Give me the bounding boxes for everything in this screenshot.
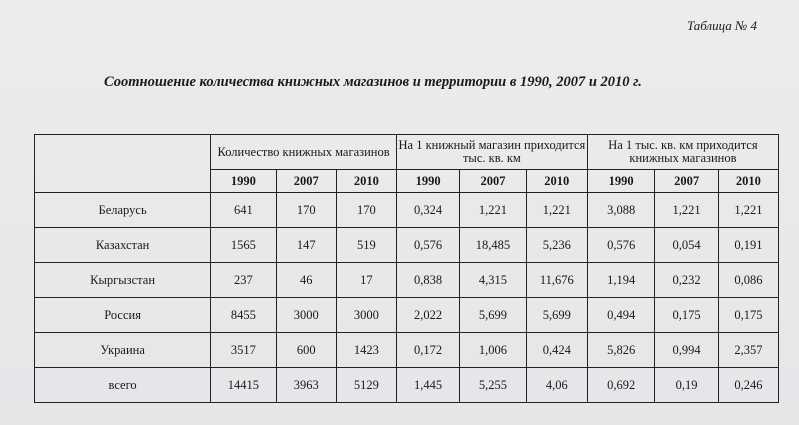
- value-cell: 17: [336, 263, 396, 298]
- value-cell: 0,232: [655, 263, 718, 298]
- table-row: [35, 333, 779, 368]
- table-row: [35, 263, 779, 298]
- value-cell: 5,826: [587, 333, 655, 368]
- value-cell: 1,221: [460, 193, 526, 228]
- country-cell: Кыргызстан: [35, 263, 211, 298]
- group-header-stores-per-area: На 1 тыс. кв. км приходится книжных магазинов: [587, 135, 778, 170]
- document-title: Соотношение количества книжных магазинов и территории в 1990, 2007 и 2010 г.: [104, 74, 642, 90]
- value-cell: 3517: [211, 333, 276, 368]
- value-cell: 3000: [336, 298, 396, 333]
- value-cell: 5129: [336, 368, 396, 403]
- value-cell: 0,494: [587, 298, 655, 333]
- value-cell: 0,576: [396, 228, 459, 263]
- value-cell: 0,246: [718, 368, 778, 403]
- value-cell: 1,221: [655, 193, 718, 228]
- year-header: 2007: [276, 170, 336, 193]
- value-cell: 3963: [276, 368, 336, 403]
- group-header-store-count: Количество книжных магазинов: [211, 135, 397, 170]
- value-cell: 4,315: [460, 263, 526, 298]
- value-cell: 0,086: [718, 263, 778, 298]
- table-body: [35, 193, 779, 403]
- value-cell: 5,236: [526, 228, 587, 263]
- data-table: [34, 134, 779, 403]
- table-row: [35, 193, 779, 228]
- value-cell: 4,06: [526, 368, 587, 403]
- year-header: 1990: [211, 170, 276, 193]
- value-cell: 2,357: [718, 333, 778, 368]
- value-cell: 2,022: [396, 298, 459, 333]
- value-cell: 1,221: [526, 193, 587, 228]
- year-header: 2007: [460, 170, 526, 193]
- country-cell: Беларусь: [35, 193, 211, 228]
- value-cell: 0,994: [655, 333, 718, 368]
- value-cell: 0,175: [655, 298, 718, 333]
- value-cell: 0,838: [396, 263, 459, 298]
- country-cell: Россия: [35, 298, 211, 333]
- value-cell: 0,175: [718, 298, 778, 333]
- value-cell: 5,255: [460, 368, 526, 403]
- value-cell: 1565: [211, 228, 276, 263]
- year-header: 2007: [655, 170, 718, 193]
- value-cell: 170: [276, 193, 336, 228]
- value-cell: 8455: [211, 298, 276, 333]
- value-cell: 14415: [211, 368, 276, 403]
- value-cell: 519: [336, 228, 396, 263]
- country-cell: Украина: [35, 333, 211, 368]
- year-header: 2010: [526, 170, 587, 193]
- value-cell: 3,088: [587, 193, 655, 228]
- value-cell: 147: [276, 228, 336, 263]
- year-header: 2010: [718, 170, 778, 193]
- table-number: Таблица № 4: [686, 18, 757, 33]
- table-row: [35, 298, 779, 333]
- value-cell: 18,485: [460, 228, 526, 263]
- value-cell: 5,699: [460, 298, 526, 333]
- value-cell: 600: [276, 333, 336, 368]
- group-header-row: [35, 135, 779, 170]
- value-cell: 0,191: [718, 228, 778, 263]
- value-cell: 0,054: [655, 228, 718, 263]
- value-cell: 0,576: [587, 228, 655, 263]
- year-header: 2010: [336, 170, 396, 193]
- value-cell: 1,006: [460, 333, 526, 368]
- value-cell: 46: [276, 263, 336, 298]
- value-cell: 1,194: [587, 263, 655, 298]
- year-header: 1990: [587, 170, 655, 193]
- value-cell: 0,19: [655, 368, 718, 403]
- corner-header-cell: [35, 135, 211, 193]
- value-cell: 5,699: [526, 298, 587, 333]
- value-cell: 170: [336, 193, 396, 228]
- country-cell: Казахстан: [35, 228, 211, 263]
- value-cell: 0,692: [587, 368, 655, 403]
- year-header: 1990: [396, 170, 459, 193]
- table-row: [35, 368, 779, 403]
- value-cell: 237: [211, 263, 276, 298]
- value-cell: 11,676: [526, 263, 587, 298]
- value-cell: 0,324: [396, 193, 459, 228]
- value-cell: 1,221: [718, 193, 778, 228]
- table-row: [35, 228, 779, 263]
- value-cell: 1423: [336, 333, 396, 368]
- group-header-area-per-store: На 1 книжный магазин приходится тыс. кв. км: [396, 135, 587, 170]
- value-cell: 3000: [276, 298, 336, 333]
- value-cell: 1,445: [396, 368, 459, 403]
- value-cell: 641: [211, 193, 276, 228]
- country-cell: всего: [35, 368, 211, 403]
- value-cell: 0,172: [396, 333, 459, 368]
- value-cell: 0,424: [526, 333, 587, 368]
